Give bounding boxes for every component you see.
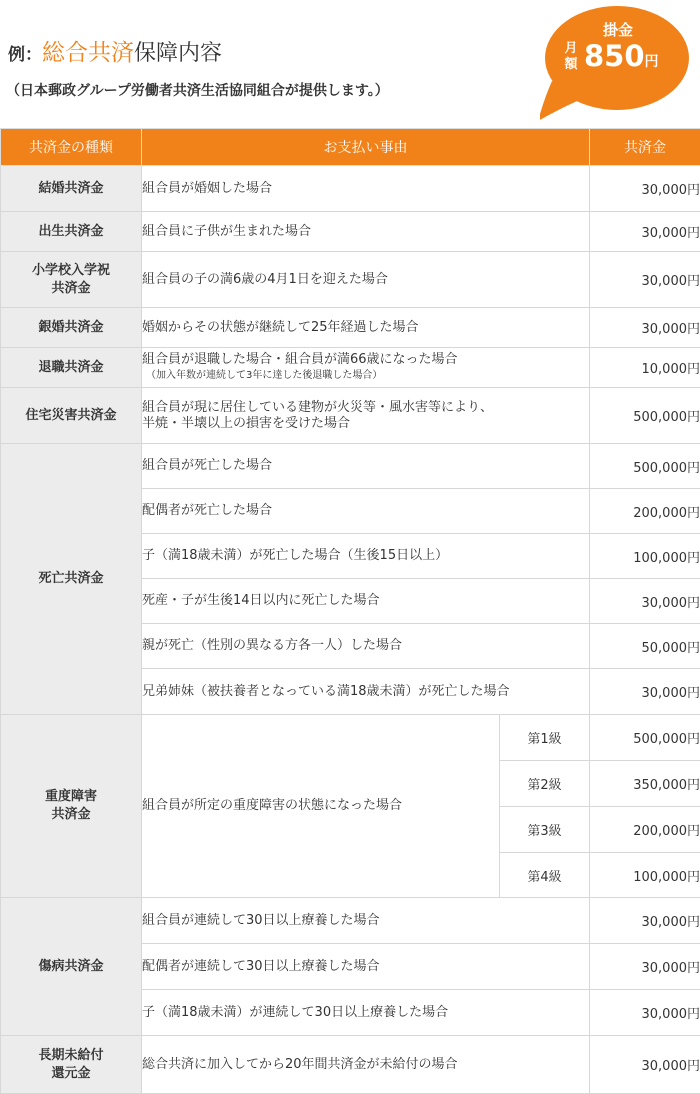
premium-badge xyxy=(540,3,690,123)
benefits-table xyxy=(0,128,700,1094)
benefit-reason-main: 組合員が退職した場合・組合員が満66歳になった場合 xyxy=(142,352,458,367)
benefit-reason: 配偶者が連続して30日以上療養した場合 xyxy=(142,944,590,990)
benefit-amount: 30,000円 xyxy=(590,579,700,624)
table-row xyxy=(1,212,700,252)
table-row xyxy=(1,715,700,761)
benefit-reason: 総合共済に加入してから20年間共済金が未給付の場合 xyxy=(142,1036,590,1094)
table-row xyxy=(1,348,700,388)
benefit-type-line: 長期未給付 xyxy=(38,1048,103,1063)
benefit-type: 死亡共済金 xyxy=(1,444,142,715)
benefit-reason: 組合員が連続して30日以上療養した場合 xyxy=(142,898,590,944)
benefit-amount: 200,000円 xyxy=(590,807,700,853)
benefit-amount: 100,000円 xyxy=(590,534,700,579)
benefit-type: 出生共済金 xyxy=(1,212,142,252)
benefit-reason-note: （加入年数が連続して3年に達した後退職した場合） xyxy=(142,368,589,384)
benefit-type xyxy=(1,252,142,308)
benefit-amount: 100,000円 xyxy=(590,853,700,898)
benefit-reason: 組合員に子供が生まれた場合 xyxy=(142,212,590,252)
benefit-reason: 親が死亡（性別の異なる方各一人）した場合 xyxy=(142,624,590,669)
badge-side-label-1: 月 xyxy=(564,41,577,56)
disability-grade: 第3級 xyxy=(500,807,590,853)
benefit-amount: 30,000円 xyxy=(590,898,700,944)
benefit-reason: 婚姻からその状態が継続して25年経過した場合 xyxy=(142,308,590,348)
benefit-reason: 配偶者が死亡した場合 xyxy=(142,489,590,534)
benefit-amount: 50,000円 xyxy=(590,624,700,669)
disability-grade: 第2級 xyxy=(500,761,590,807)
benefit-reason: 組合員が死亡した場合 xyxy=(142,444,590,489)
title-rest: 保障内容 xyxy=(134,41,222,66)
page-header xyxy=(0,0,700,128)
benefit-reason: 兄弟姉妹（被扶養者となっている満18歳未満）が死亡した場合 xyxy=(142,669,590,715)
benefit-type-line: 重度障害 xyxy=(45,789,97,804)
benefit-reason: 組合員が婚姻した場合 xyxy=(142,166,590,212)
benefit-amount: 30,000円 xyxy=(590,252,700,308)
benefit-reason: 組合員が所定の重度障害の状態になった場合 xyxy=(142,715,500,898)
table-row xyxy=(1,166,700,212)
benefit-type-line: 還元金 xyxy=(51,1066,90,1081)
table-row xyxy=(1,388,700,444)
benefit-amount: 30,000円 xyxy=(590,212,700,252)
benefit-type xyxy=(1,715,142,898)
benefit-type: 銀婚共済金 xyxy=(1,308,142,348)
table-row xyxy=(1,308,700,348)
benefit-type xyxy=(1,1036,142,1094)
benefit-amount: 500,000円 xyxy=(590,444,700,489)
benefit-reason: 死産・子が生後14日以内に死亡した場合 xyxy=(142,579,590,624)
badge-label: 掛金 xyxy=(598,19,638,40)
benefit-reason-line: 半焼・半壊以上の損害を受けた場合 xyxy=(142,416,350,431)
benefit-amount: 30,000円 xyxy=(590,669,700,715)
title-prefix: 例： xyxy=(8,45,42,65)
benefit-type: 傷病共済金 xyxy=(1,898,142,1036)
benefit-reason: 子（満18歳未満）が死亡した場合（生後15日以上） xyxy=(142,534,590,579)
benefit-reason xyxy=(142,348,590,388)
benefit-type: 住宅災害共済金 xyxy=(1,388,142,444)
table-row xyxy=(1,252,700,308)
benefit-type: 結婚共済金 xyxy=(1,166,142,212)
page-subtitle: （日本郵政グループ労働者共済生活協同組合が提供します。） xyxy=(6,80,389,100)
benefit-reason: 組合員の子の満6歳の4月1日を迎えた場合 xyxy=(142,252,590,308)
table-row xyxy=(1,1036,700,1094)
benefit-amount: 500,000円 xyxy=(590,388,700,444)
benefit-amount: 200,000円 xyxy=(590,489,700,534)
table-row xyxy=(1,898,700,944)
benefit-type-line: 共済金 xyxy=(51,281,90,296)
disability-grade: 第1級 xyxy=(500,715,590,761)
badge-amount-value: 850 xyxy=(584,39,645,73)
disability-grade: 第4級 xyxy=(500,853,590,898)
benefit-reason xyxy=(142,388,590,444)
benefit-type-line: 小学校入学祝 xyxy=(32,263,110,278)
benefit-amount: 30,000円 xyxy=(590,944,700,990)
header-type: 共済金の種類 xyxy=(1,129,142,166)
benefit-amount: 30,000円 xyxy=(590,990,700,1036)
badge-side-label-2: 額 xyxy=(564,57,577,72)
page-title xyxy=(8,38,222,70)
benefit-amount: 30,000円 xyxy=(590,308,700,348)
benefit-amount: 10,000円 xyxy=(590,348,700,388)
benefit-reason: 子（満18歳未満）が連続して30日以上療養した場合 xyxy=(142,990,590,1036)
title-accent: 総合共済 xyxy=(42,40,134,66)
benefit-reason-line: 組合員が現に居住している建物が火災等・風水害等により、 xyxy=(142,400,493,415)
benefit-amount: 500,000円 xyxy=(590,715,700,761)
benefit-type-line: 共済金 xyxy=(51,807,90,822)
benefit-amount: 350,000円 xyxy=(590,761,700,807)
table-header-row xyxy=(1,129,700,166)
badge-amount xyxy=(584,39,659,73)
table-row xyxy=(1,444,700,489)
header-amount: 共済金 xyxy=(590,129,700,166)
benefit-amount: 30,000円 xyxy=(590,166,700,212)
badge-unit: 円 xyxy=(645,54,659,70)
benefit-amount: 30,000円 xyxy=(590,1036,700,1094)
badge-side-label xyxy=(562,41,580,73)
benefit-type: 退職共済金 xyxy=(1,348,142,388)
header-reason: お支払い事由 xyxy=(142,129,590,166)
